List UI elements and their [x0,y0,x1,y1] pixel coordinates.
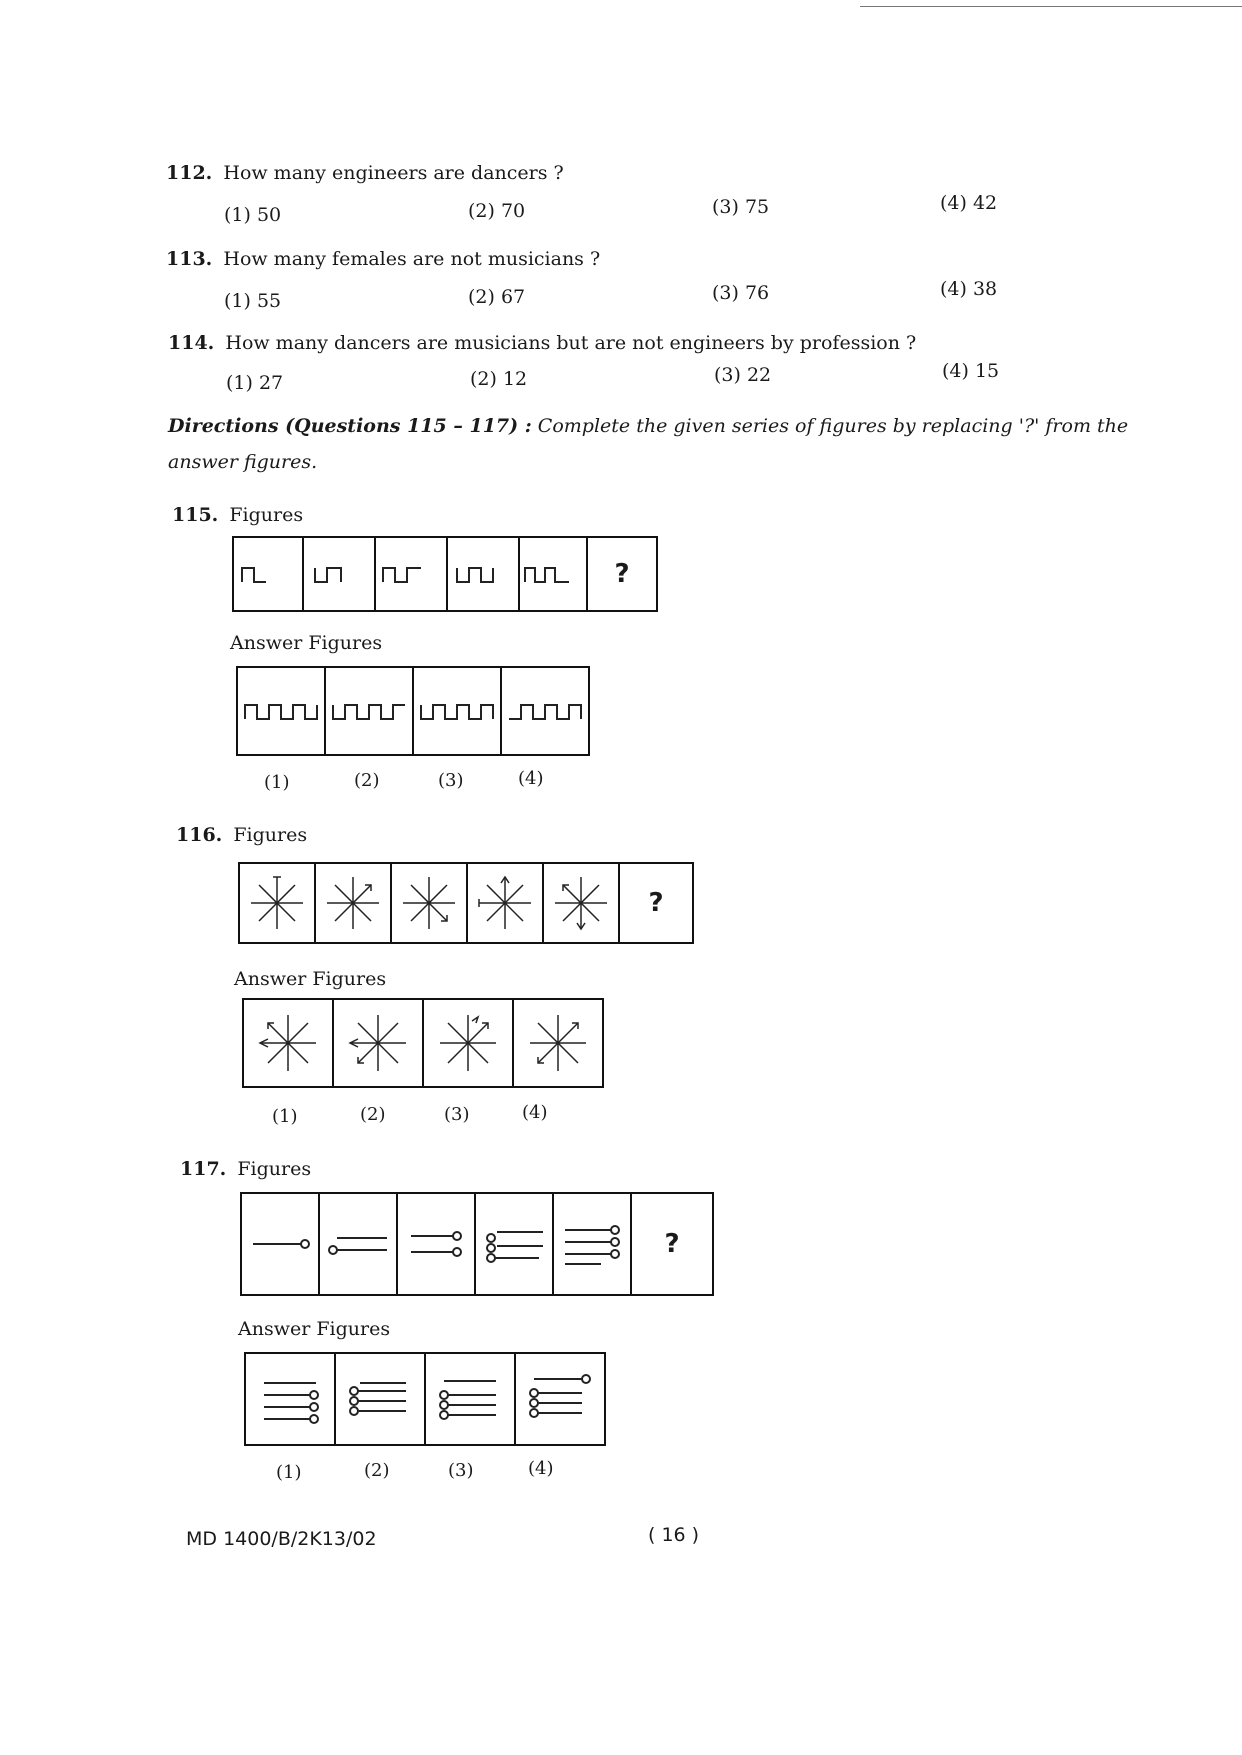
directions [168,408,1188,480]
question-114 [168,332,916,354]
answer-option-3[interactable]: (3) [444,1104,470,1125]
answer-figures-116 [242,998,604,1088]
answer-figure-2[interactable] [326,668,414,754]
option-1[interactable]: (1) 27 [226,372,284,394]
directions-lead: Directions (Questions 115 – 117) : [168,415,532,437]
question-text: How many engineers are dancers ? [223,162,564,184]
answer-option-3[interactable]: (3) [438,770,464,791]
figures-label: Figures [237,1158,312,1180]
problem-figure-5 [544,864,620,942]
question-mark: ? [614,559,630,589]
answer-figure-4[interactable] [514,1000,602,1086]
question-text: How many females are not musicians ? [223,248,601,270]
question-115-header [172,504,303,526]
option-2[interactable]: (2) 70 [468,200,526,222]
answer-option-4[interactable]: (4) [528,1458,554,1479]
option-4[interactable]: (4) 38 [940,278,998,300]
problem-figures-117 [240,1192,714,1296]
problem-figure-1 [242,1194,320,1294]
question-number: 116. [176,824,223,846]
answer-figure-4[interactable] [516,1354,604,1444]
problem-figure-4 [468,864,544,942]
answer-option-2[interactable]: (2) [354,770,380,791]
answer-figure-3[interactable] [426,1354,516,1444]
top-edge-line [860,6,1242,7]
answer-figures-label: Answer Figures [234,968,387,990]
option-3[interactable]: (3) 75 [712,196,770,218]
option-3[interactable]: (3) 22 [714,364,772,386]
question-number: 113. [166,248,213,270]
question-113 [166,248,600,270]
answer-option-4[interactable]: (4) [518,768,544,789]
problem-figure-2 [316,864,392,942]
answer-figure-1[interactable] [246,1354,336,1444]
answer-option-2[interactable]: (2) [364,1460,390,1481]
problem-figure-5 [554,1194,632,1294]
question-mark-cell [588,538,656,610]
answer-option-1[interactable]: (1) [276,1462,302,1483]
answer-figures-label: Answer Figures [238,1318,391,1340]
page-number: ( 16 ) [648,1524,700,1546]
option-2[interactable]: (2) 12 [470,368,528,390]
option-2[interactable]: (2) 67 [468,286,526,308]
directions-text: Complete the given series of figures by replacing '?' from the answer figures. [168,415,1129,473]
answer-option-1[interactable]: (1) [264,772,290,793]
question-mark: ? [664,1229,680,1259]
answer-figures-115 [236,666,590,756]
question-text: How many dancers are musicians but are not engineers by profession ? [225,332,917,354]
question-number: 115. [172,504,219,526]
answer-figure-1[interactable] [238,668,326,754]
problem-figures-116 [238,862,694,944]
problem-figure-1 [234,538,304,610]
problem-figure-2 [304,538,376,610]
option-4[interactable]: (4) 42 [940,192,998,214]
problem-figure-4 [448,538,520,610]
answer-option-1[interactable]: (1) [272,1106,298,1127]
question-mark-cell [632,1194,712,1294]
problem-figure-3 [376,538,448,610]
option-4[interactable]: (4) 15 [942,360,1000,382]
answer-figure-3[interactable] [424,1000,514,1086]
problem-figure-3 [392,864,468,942]
answer-option-3[interactable]: (3) [448,1460,474,1481]
question-number: 117. [180,1158,227,1180]
answer-figure-2[interactable] [336,1354,426,1444]
option-1[interactable]: (1) 55 [224,290,282,312]
problem-figure-1 [240,864,316,942]
question-mark: ? [648,888,664,918]
question-number: 112. [166,162,213,184]
answer-figure-2[interactable] [334,1000,424,1086]
problem-figure-4 [476,1194,554,1294]
answer-figure-4[interactable] [502,668,588,754]
option-3[interactable]: (3) 76 [712,282,770,304]
answer-option-2[interactable]: (2) [360,1104,386,1125]
answer-figure-1[interactable] [244,1000,334,1086]
problem-figure-2 [320,1194,398,1294]
figures-label: Figures [229,504,304,526]
option-1[interactable]: (1) 50 [224,204,282,226]
problem-figure-3 [398,1194,476,1294]
question-116-header [176,824,307,846]
figures-label: Figures [233,824,308,846]
answer-figure-3[interactable] [414,668,502,754]
question-mark-cell [620,864,692,942]
question-112 [166,162,564,184]
answer-option-4[interactable]: (4) [522,1102,548,1123]
answer-figures-117 [244,1352,606,1446]
problem-figures-115 [232,536,658,612]
document-code: MD 1400/B/2K13/02 [186,1528,377,1550]
question-117-header [180,1158,311,1180]
question-number: 114. [168,332,215,354]
answer-figures-label: Answer Figures [230,632,383,654]
problem-figure-5 [520,538,588,610]
